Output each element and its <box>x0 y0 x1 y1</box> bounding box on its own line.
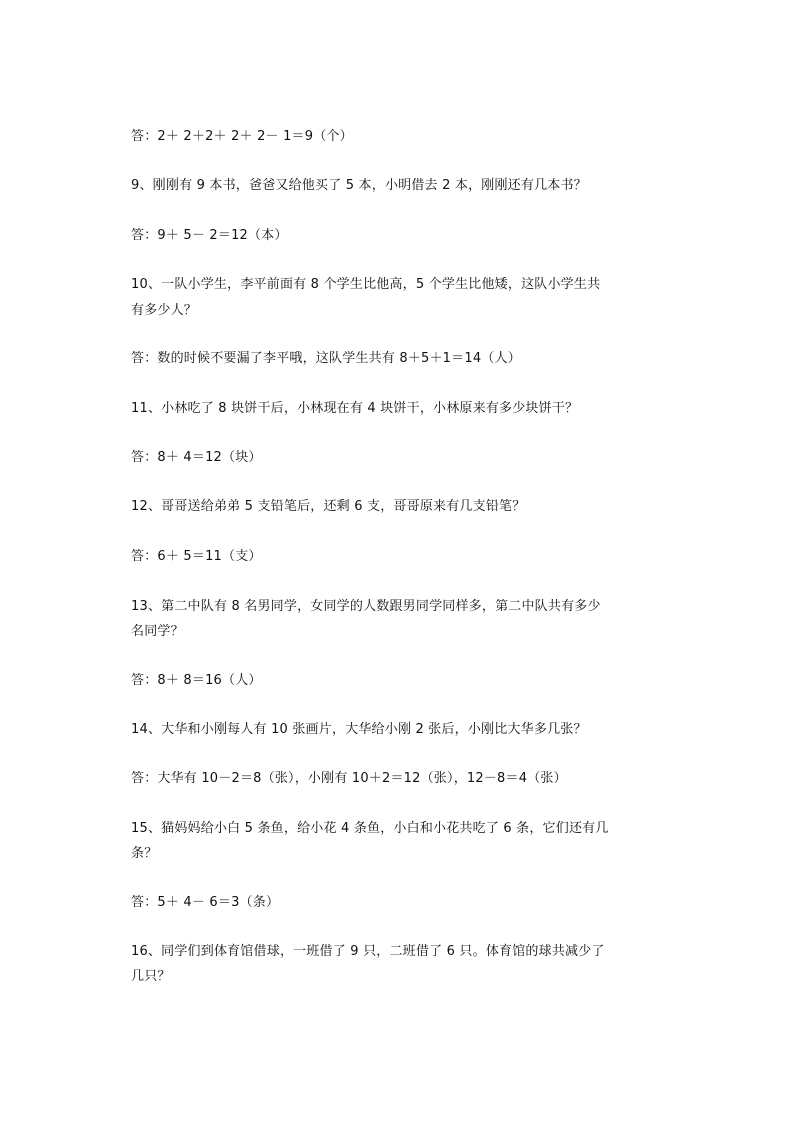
answer-8: 答：2＋ 2＋2＋ 2＋ 2－ 1＝9（个） <box>131 129 353 144</box>
question-12: 12、哥哥送给弟弟 5 支铅笔后，还剩 6 支，哥哥原来有几支铅笔？ <box>131 499 526 514</box>
answer-11: 答：8＋ 4＝12（块） <box>131 450 262 465</box>
question-10-line-1: 10、一队小学生，李平前面有 8 个学生比他高，5 个学生比他矮，这队小学生共 <box>131 277 601 292</box>
answer-12: 答：6＋ 5＝11（支） <box>131 549 262 564</box>
question-11: 11、小林吃了 8 块饼干后，小林现在有 4 块饼干，小林原来有多少块饼干？ <box>131 401 579 416</box>
question-16-line-1: 16、同学们到体育馆借球，一班借了 9 只，二班借了 6 只。体育馆的球共减少了 <box>131 944 605 959</box>
answer-13: 答：8＋ 8＝16（人） <box>131 673 262 688</box>
question-9: 9、刚刚有 9 本书，爸爸又给他买了 5 本，小明借去 2 本，刚刚还有几本书？ <box>131 178 587 193</box>
question-13-line-2: 名同学？ <box>131 624 184 639</box>
answer-14: 答：大华有 10－2＝8（张），小刚有 10＋2＝12（张），12－8＝4（张） <box>131 771 567 786</box>
question-10-line-2: 有多少人？ <box>131 303 198 318</box>
question-16-line-2: 几只？ <box>131 969 171 984</box>
answer-15: 答：5＋ 4－ 6＝3（条） <box>131 895 280 910</box>
answer-9: 答：9＋ 5－ 2＝12（本） <box>131 228 288 243</box>
question-15-line-1: 15、猫妈妈给小白 5 条鱼，给小花 4 条鱼，小白和小花共吃了 6 条，它们还有几 <box>131 821 609 836</box>
question-15-line-2: 条？ <box>131 846 158 861</box>
question-13-line-1: 13、第二中队有 8 名男同学，女同学的人数跟男同学同样多，第二中队共有多少 <box>131 599 601 614</box>
question-14: 14、大华和小刚每人有 10 张画片，大华给小刚 2 张后，小刚比大华多几张？ <box>131 722 587 737</box>
answer-10: 答：数的时候不要漏了李平哦，这队学生共有 8＋5＋1＝14（人） <box>131 351 521 366</box>
